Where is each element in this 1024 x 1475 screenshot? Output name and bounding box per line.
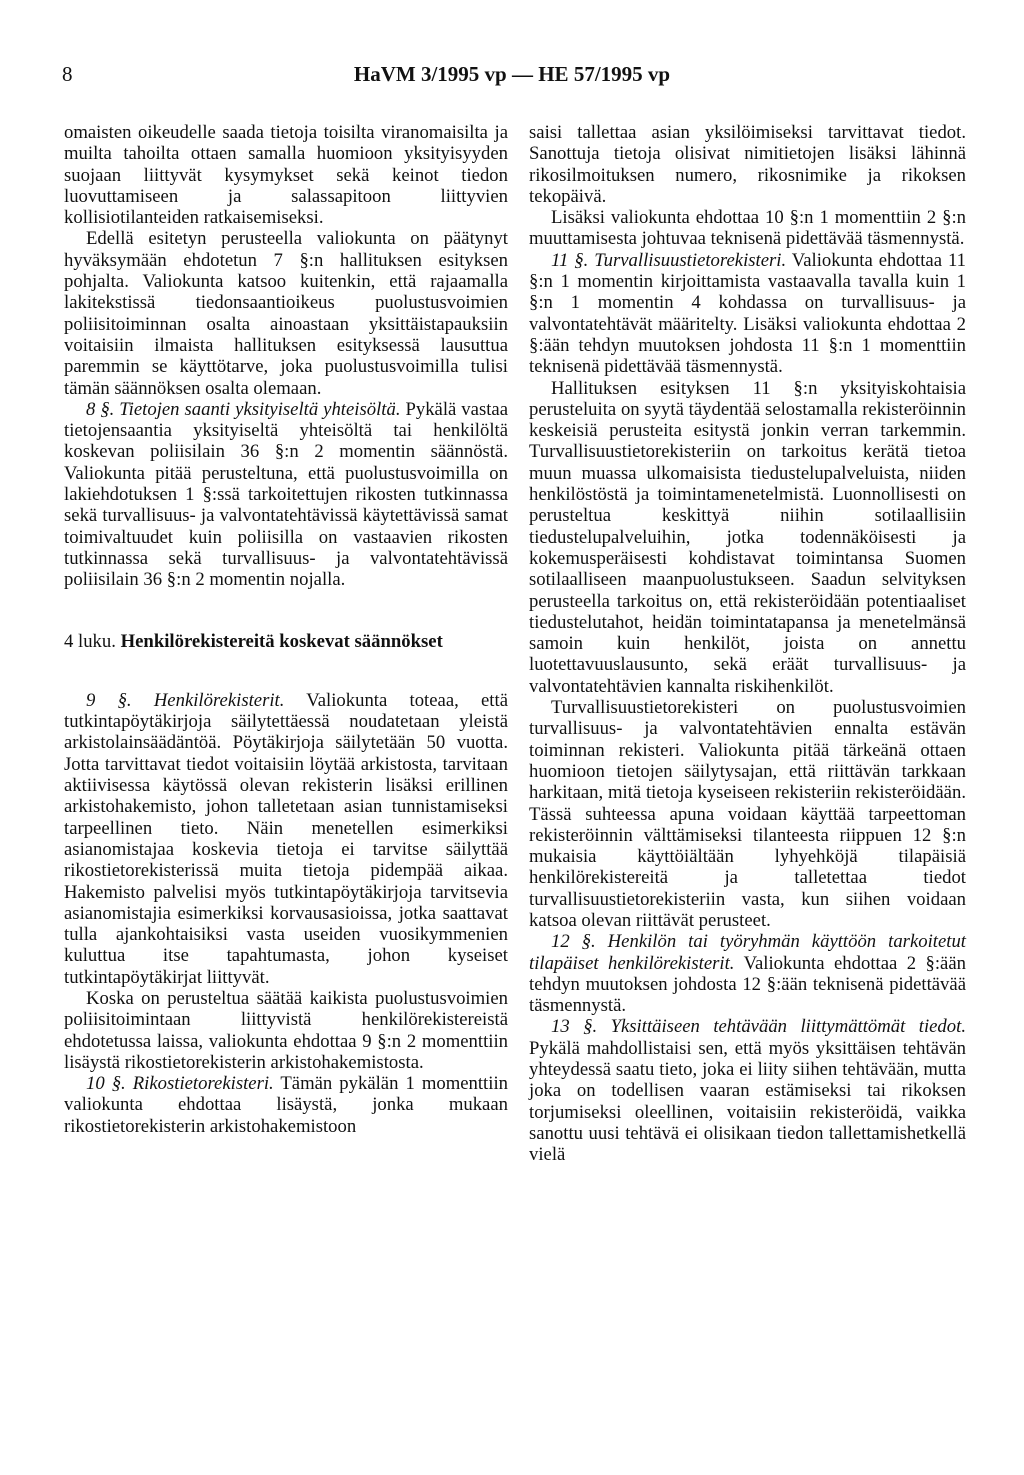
section-body: Valiokunta toteaa, että tutkintapöytäkirjoja säilytettäessä noudatetaan yleistä arkistolainsäädäntöä. Pöytäkirjoja säilytetään 50 vuotta. Jotta tarvittavat tiedot voitaisiin löytää arkistosta, tarvitaan aktiivisessa käytössä olevan rekisterin lisäksi erillinen arkistohakemisto, johon talletetaan asian tunnistamiseksi tarpeellinen tieto. Näin menetellen esimerkiksi asianomistajaa koskevia tietoja ei tarvitse säilyttää rikostietorekisterissä muita tietoja pidempää aikaa. Hakemisto palvelisi myös tutkintapöytäkirjoja tarvitsevia asianomistajia esimerkiksi korvausasioissa, jotka saattavat tulla ajankohtaisiksi vasta useiden vuosikymmenien kuluttua itse tapahtumasta, johon kyseiset tutkintapöytäkirjat liittyvät. bbox=[64, 689, 508, 988]
chapter-title: Henkilörekistereitä koskevat säännökset bbox=[120, 630, 443, 652]
paragraph bbox=[529, 931, 966, 1016]
section-body: Valiokunta ehdottaa 11 §:n 1 momentin kirjoittamista vastaavalla tavalla kuin 1 §:n 1 momentin 4 kohdassa on turvallisuus- ja valvontatehtävät määritelty. Lisäksi valiokunta ehdottaa 2 §:ään tehdyn muutoksen johdosta 11 §:n 1 momenttiin teknisenä pidettävää täsmennystä. bbox=[529, 249, 966, 378]
paragraph: Lisäksi valiokunta ehdottaa 10 §:n 1 momenttiin 2 §:n muuttamisesta johtuvaa teknisenä pidettävää täsmennystä. bbox=[529, 207, 966, 250]
paragraph bbox=[529, 250, 966, 378]
paragraph: saisi tallettaa asian yksilöimiseksi tarvittavat tiedot. Sanottuja tietoja olisivat nimitietojen lisäksi lähinnä rikosilmoituksen numero, rikosnimike ja rikoksen tekopäivä. bbox=[529, 122, 966, 207]
running-head: HaVM 3/1995 vp — HE 57/1995 vp bbox=[353, 62, 671, 86]
left-column bbox=[64, 122, 508, 1137]
page-number: 8 bbox=[62, 62, 73, 86]
section-body: Pykälä vastaa tietojensaantia yksityiseltä yhteisöltä tai henkilöltä koskevan poliisilain 36 §:n 2 momentin säännöstä. Valiokunta pitää perusteltuna, että puolustusvoimilla on lakiehdotuksen 1 §:ssä tarkoitettujen rikosten tutkinnassa sekä turvallisuus- ja valvontatehtävissä käytettävissä samat toimivaltuudet kuin poliisilla on vastaavien rikosten tutkinnassa sekä turvallisuus- ja valvontatehtävissä poliisilain 36 §:n 2 momentin nojalla. bbox=[64, 398, 508, 591]
section-title: 11 §. Turvallisuustietorekisteri. bbox=[551, 249, 787, 271]
section-body: Tämän pykälän 1 momenttiin valiokunta ehdottaa lisäystä, jonka mukaan rikostietorekisterin arkistohakemistoon bbox=[64, 1073, 508, 1137]
paragraph: Koska on perusteltua säätää kaikista puolustusvoimien poliisitoimintaan liittyvistä henkilörekistereistä ehdotetussa laissa, valiokunta ehdottaa 9 §:n 2 momenttiin lisäystä rikostietorekisterin arkistohakemistosta. bbox=[64, 987, 508, 1073]
paragraph: omaisten oikeudelle saada tietoja toisilta viranomaisilta ja muilta tahoilta ottaen samalla huomioon yksityisyyden suojaan liittyvät kysymykset sekä keinot tiedon luovuttamiseen ja salassapitoon liittyvien kollisiotilanteiden ratkaisemiseksi. bbox=[64, 122, 508, 229]
paragraph: Edellä esitetyn perusteella valiokunta on päätynyt hyväksymään ehdotetun 7 §:n hallituksen esityksen pohjalta. Valiokunta katsoo kuitenkin, että rajaamalla lakitekstissä tiedonsaantioikeus puolustusvoimien poliisitoiminnan osalta ainoastaan yksittäistapauksiin voitaisiin ilmaista hallituksen esityksessä lausuttua paremmin se käyttötarve, joka puolustusvoimilla tulisi tämän säännöksen osalta olemaan. bbox=[64, 228, 508, 399]
page-header bbox=[0, 62, 1024, 94]
paragraph bbox=[64, 690, 508, 988]
section-title: 12 §. Henkilön tai työryhmän käyttöön tarkoitetut tilapäiset henkilörekisterit. bbox=[529, 931, 966, 974]
chapter-heading bbox=[64, 631, 508, 652]
paragraph bbox=[64, 399, 508, 591]
chapter-number: 4 luku. bbox=[64, 630, 116, 652]
section-title: 8 §. Tietojen saanti yksityiseltä yhteisöltä. bbox=[86, 398, 401, 420]
paragraph: Turvallisuustietorekisteri on puolustusvoimien turvallisuus- ja valvontatehtävien ennalta estävän toiminnan rekisteri. Valiokunta pitää tärkeänä ottaen huomioon tietojen säilytysajan, että riittävän tarkkaan harkitaan, mitä tietoja kyseiseen rekisteriin rekisteröidään. Tässä suhteessa apuna voidaan käyttää tarpeettoman rekisteröinnin välttämiseksi tilanteesta riippuen 12 §:n mukaisia käyttöiältään lyhyehköjä tilapäisiä henkilörekistereitä ja talletettaa tiedot turvallisuustietorekisteriin vasta, kun siihen voidaan katsoa olevan riittävät perusteet. bbox=[529, 697, 966, 931]
section-body: Valiokunta ehdottaa 2 §:ään tehdyn muutoksen johdosta 12 §:ään teknisenä pidettävää täsmennystä. bbox=[529, 952, 966, 1017]
section-title: 10 §. Rikostietorekisteri. bbox=[86, 1073, 274, 1095]
paragraph: Hallituksen esityksen 11 §:n yksityiskohtaisia perusteluita on syytä täydentää selostamalla rekisteröinnin keskeisiä perusteita esitystä jonkin verran tarkemmin. Turvallisuustietorekisteriin on tarkoitus kerätä tietoa muun muassa ulkomaisista tiedustelupalveluista, niiden henkilöstöstä ja toimintamenetelmistä. Luonnollisesti on perusteltua keskittyä niihin sotilaallisiin tiedustelupalveluihin, jotka todennäköisesti ja kokemusperäisesti kohdistavat toimintansa Suomen sotilaalliseen maanpuolustukseen. Saadun selvityksen perusteella tarkoitus on, että rekisteröidään potentiaaliset tiedustelutahot, heidän toimintatapansa ja menetelmänsä samoin kuin henkilöt, joista on annettu luotettavuuslausunto, sekä eräät turvallisuus- ja valvontatehtävien kannalta riskihenkilöt. bbox=[529, 377, 966, 697]
paragraph bbox=[64, 1073, 508, 1137]
paragraph bbox=[529, 1016, 966, 1165]
section-title: 13 §. Yksittäiseen tehtävään liittymättömät tiedot. bbox=[551, 1016, 966, 1038]
section-body: Pykälä mahdollistaisi sen, että myös yksittäisen tehtävän yhteydessä saatu tieto, joka ei liity siihen tehtävään, mutta joka on todellisen vaaran estämiseksi tai rikoksen torjumiseksi oleellinen, voitaisiin rekisteröidä, vaikka sanottu uusi tehtävä ei olisikaan tiedon tallettamishetkellä vielä bbox=[529, 1037, 966, 1166]
right-column bbox=[529, 122, 966, 1166]
section-title: 9 §. Henkilörekisterit. bbox=[86, 689, 285, 711]
